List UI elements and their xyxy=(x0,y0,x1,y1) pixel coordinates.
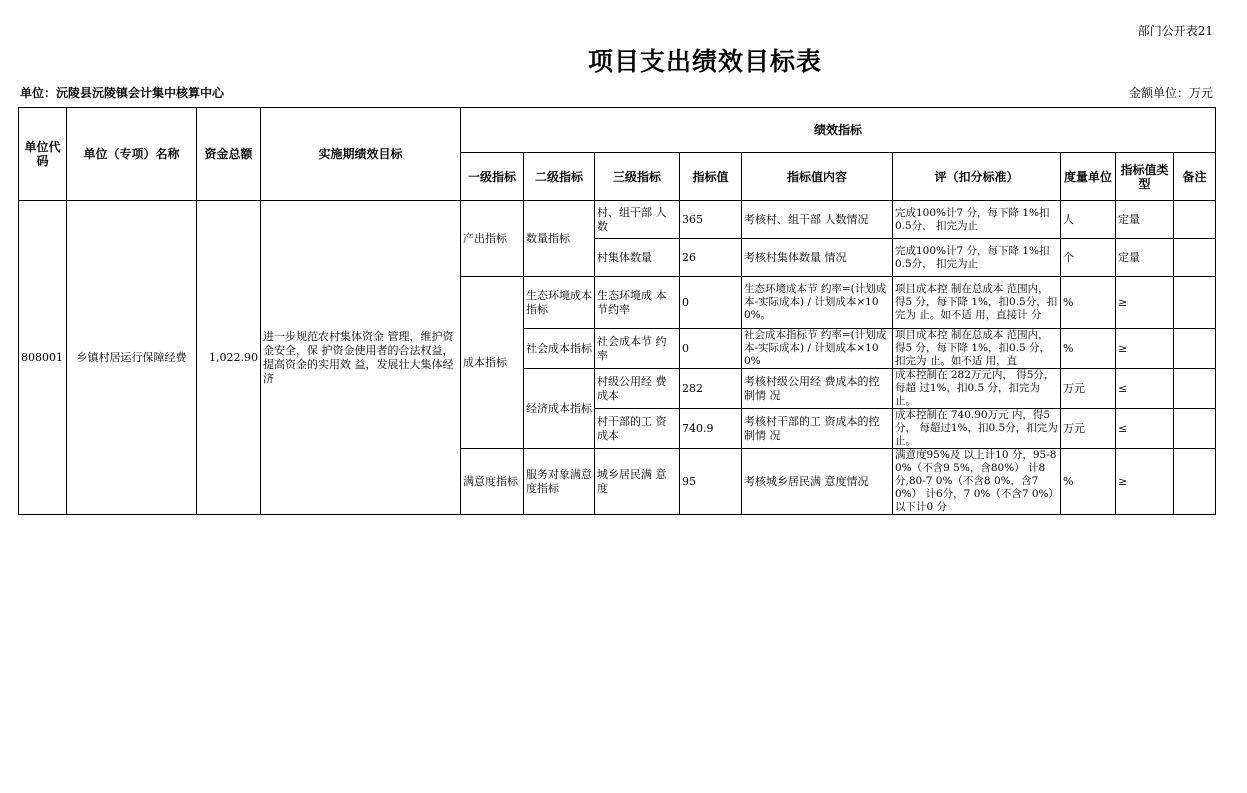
type-cell: ≤ xyxy=(1116,369,1174,409)
project-code: 808001 xyxy=(19,201,67,515)
level1-satisfaction: 满意度指标 xyxy=(461,449,524,515)
level3-cell: 村、组干部 人数 xyxy=(595,201,680,239)
type-cell: ≥ xyxy=(1116,277,1174,329)
col-unit-code: 单位代码 xyxy=(19,108,67,201)
unit-cell: 个 xyxy=(1061,239,1116,277)
level2-service: 服务对象满意度指标 xyxy=(524,449,595,515)
value-cell: 26 xyxy=(680,239,742,277)
performance-table xyxy=(18,107,1216,515)
table-row xyxy=(19,201,1216,239)
content-cell: 社会成本指标节 约率=(计划成 本-实际成本) / 计划成本×100% xyxy=(742,329,893,369)
score-cell: 成本控制在 740.90万元 内，得5分， 每超过1%，扣0.5分，扣完为止。 xyxy=(893,409,1061,449)
level2-economic: 经济成本指标 xyxy=(524,369,595,449)
page-title: 项目支出绩效目标表 xyxy=(587,47,822,76)
level1-output: 产出指标 xyxy=(461,201,524,277)
remark-cell xyxy=(1174,409,1216,449)
unit-cell: 人 xyxy=(1061,201,1116,239)
unit-cell: % xyxy=(1061,329,1116,369)
col-unit-name: 单位（专项）名称 xyxy=(67,108,197,201)
project-name: 乡镇村居运行保障经费 xyxy=(67,201,197,515)
col-score: 评（扣分标准） xyxy=(893,153,1061,201)
type-cell: 定量 xyxy=(1116,239,1174,277)
type-cell: ≥ xyxy=(1116,329,1174,369)
money-unit: 金额单位：万元 xyxy=(1128,86,1213,100)
remark-cell xyxy=(1174,369,1216,409)
content-cell: 考核村集体数量 情况 xyxy=(742,239,893,277)
col-value: 指标值 xyxy=(680,153,742,201)
project-total: 1,022.90 xyxy=(197,201,261,515)
level3-cell: 生态环境成 本节约率 xyxy=(595,277,680,329)
unit-cell: % xyxy=(1061,449,1116,515)
col-level1: 一级指标 xyxy=(461,153,524,201)
type-cell: ≥ xyxy=(1116,449,1174,515)
value-cell: 0 xyxy=(680,329,742,369)
value-cell: 740.9 xyxy=(680,409,742,449)
level3-cell: 城乡居民满 意度 xyxy=(595,449,680,515)
level2-social: 社会成本指标 xyxy=(524,329,595,369)
content-cell: 考核村干部的工 资成本的控制情 况 xyxy=(742,409,893,449)
level1-cost: 成本指标 xyxy=(461,277,524,449)
remark-cell xyxy=(1174,239,1216,277)
level3-cell: 村干部的工 资成本 xyxy=(595,409,680,449)
col-measure-unit: 度量单位 xyxy=(1061,153,1116,201)
unit-cell: 万元 xyxy=(1061,369,1116,409)
value-cell: 0 xyxy=(680,277,742,329)
type-cell: ≤ xyxy=(1116,409,1174,449)
value-cell: 95 xyxy=(680,449,742,515)
unit-cell: 万元 xyxy=(1061,409,1116,449)
col-goal: 实施期绩效目标 xyxy=(261,108,461,201)
remark-cell xyxy=(1174,329,1216,369)
content-cell: 考核村级公用经 费成本的控制情 况 xyxy=(742,369,893,409)
col-performance: 绩效指标 xyxy=(461,108,1216,153)
col-total: 资金总额 xyxy=(197,108,261,201)
content-cell: 生态环境成本节 约率=(计划成 本-实际成本) / 计划成本×10 0%。 xyxy=(742,277,893,329)
unit-label: 单位：沅陵县沅陵镇会计集中核算中心 xyxy=(20,86,225,100)
col-level3: 三级指标 xyxy=(595,153,680,201)
level3-cell: 村集体数量 xyxy=(595,239,680,277)
score-cell: 项目成本控 制在总成本 范围内，得5 分，每下降 1%，扣0.5 分，扣完为 止。如不适 用，直 xyxy=(893,329,1061,369)
col-value-type: 指标值类型 xyxy=(1116,153,1174,201)
level2-eco: 生态环境成本指标 xyxy=(524,277,595,329)
level3-cell: 村级公用经 费成本 xyxy=(595,369,680,409)
col-remark: 备注 xyxy=(1174,153,1216,201)
unit-cell: % xyxy=(1061,277,1116,329)
score-cell: 完成100%计7 分，每下降 1%扣0.5分， 扣完为止 xyxy=(893,239,1061,277)
value-cell: 365 xyxy=(680,201,742,239)
score-cell: 完成100%计7 分，每下降 1%扣0.5分， 扣完为止 xyxy=(893,201,1061,239)
project-goal: 进一步规范农村集体资金 管理，维护资金安全，保 护资金使用者的合法权益，提高资金的实用效 益，发展壮大集体经济 xyxy=(261,201,461,515)
type-cell: 定量 xyxy=(1116,201,1174,239)
level3-cell: 社会成本节 约率 xyxy=(595,329,680,369)
content-cell: 考核城乡居民满 意度情况 xyxy=(742,449,893,515)
value-cell: 282 xyxy=(680,369,742,409)
remark-cell xyxy=(1174,277,1216,329)
table-tag: 部门公开表21 xyxy=(1137,24,1213,38)
content-cell: 考核村、组干部 人数情况 xyxy=(742,201,893,239)
score-cell: 项目成本控 制在总成本 范围内，得5 分，每下降 1%，扣0.5分，扣完为 止。如不适 用，直接计 分 xyxy=(893,277,1061,329)
col-value-content: 指标值内容 xyxy=(742,153,893,201)
score-cell: 成本控制在 282万元内， 得5分，每超 过1%，扣0.5 分，扣完为 止。 xyxy=(893,369,1061,409)
remark-cell xyxy=(1174,449,1216,515)
level2-quantity: 数量指标 xyxy=(524,201,595,277)
remark-cell xyxy=(1174,201,1216,239)
score-cell: 满意度95%及 以上计10 分，95-80%（不含9 5%，含80%） 计8分,80-7 0%（不含8 0%，含70%） 计6分，7 0%（不含7 0%）以下计0 分 xyxy=(893,449,1061,515)
col-level2: 二级指标 xyxy=(524,153,595,201)
